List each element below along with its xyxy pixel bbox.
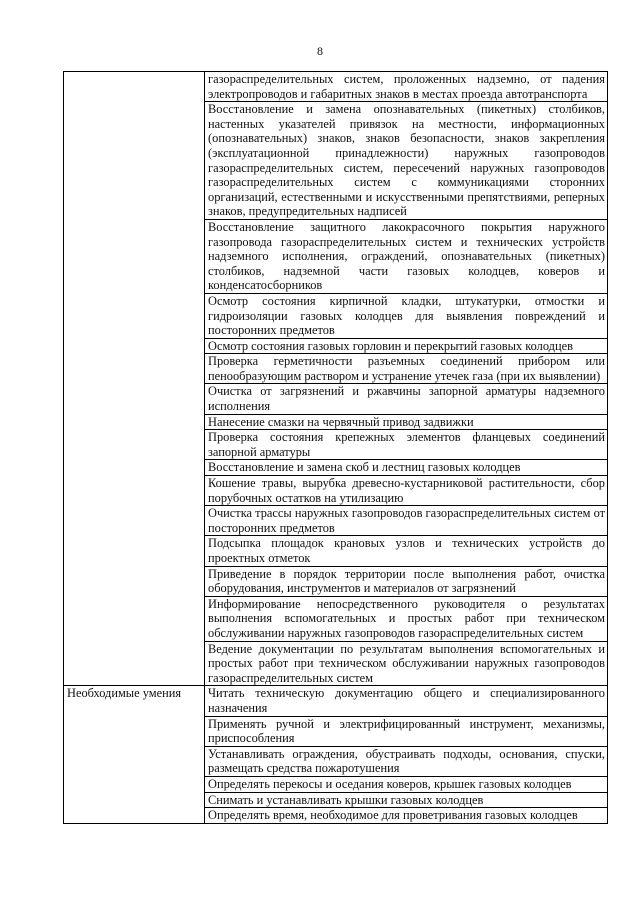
item-text-cell: Устанавливать ограждения, обустраивать подходы, основания, спуски, размещать средства пожаротушения bbox=[205, 746, 608, 776]
item-text-cell: Кошение травы, вырубка древесно-кустарниковой растительности, сбор порубочных остатков на утилизацию bbox=[205, 476, 608, 506]
item-text-cell: Определять перекосы и оседания коверов, крышек газовых колодцев bbox=[205, 776, 608, 792]
item-text-cell: Определять время, необходимое для проветривания газовых колодцев bbox=[205, 808, 608, 824]
page-number: 8 bbox=[317, 44, 323, 58]
item-text-cell: Восстановление и замена скоб и лестниц газовых колодцев bbox=[205, 460, 608, 476]
table-row bbox=[64, 72, 608, 102]
item-text-cell: Восстановление защитного лакокрасочного покрытия наружного газопровода газораспределительных систем и технических устройств надземного исполнения, ограждений, опознавательных (пикетных) столбиков, надземной части газовых колодцев, коверов и конденсатосборников bbox=[205, 219, 608, 293]
table-body bbox=[64, 72, 608, 824]
item-text-cell: Проверка герметичности разъемных соединений прибором или пенообразующим раствором и устранение утечек газа (при их выявлении) bbox=[205, 354, 608, 384]
item-text-cell: Осмотр состояния кирпичной кладки, штукатурки, отмостки и гидроизоляции газовых колодцев для выявления повреждений и посторонних предметов bbox=[205, 293, 608, 338]
item-text-cell: Снимать и устанавливать крышки газовых колодцев bbox=[205, 792, 608, 808]
item-text-cell: Ведение документации по результатам выполнения вспомогательных и простых работ при техническом обслуживании наружных газопроводов газораспределительных систем bbox=[205, 641, 608, 686]
item-text-cell: газораспределительных систем, проложенных надземно, от падения электропроводов и габаритных знаков в местах проезда автотранспорта bbox=[205, 72, 608, 102]
section-label-cell bbox=[64, 72, 205, 686]
section-label-cell: Необходимые умения bbox=[64, 686, 205, 823]
item-text-cell: Приведение в порядок территории после выполнения работ, очистка оборудования, инструментов и материалов от загрязнений bbox=[205, 566, 608, 596]
item-text-cell: Проверка состояния крепежных элементов фланцевых соединений запорной арматуры bbox=[205, 430, 608, 460]
item-text-cell: Читать техническую документацию общего и специализированного назначения bbox=[205, 686, 608, 716]
item-text-cell: Очистка трассы наружных газопроводов газораспределительных систем от посторонних предметов bbox=[205, 506, 608, 536]
item-text-cell: Восстановление и замена опознавательных (пикетных) столбиков, настенных указателей привязок на местности, информационных (опознавательных) знаков, знаков безопасности, знаков закрепления (эксплуатационной принадлежности) наружных газопроводов газораспределительных систем, пересечений наружных газопроводов газораспределительных систем с коммуникациями сторонних организаций, естественными и искусственными препятствиями, реперных знаков, предупредительных надписей bbox=[205, 102, 608, 220]
functions-table bbox=[63, 71, 608, 824]
item-text-cell: Очистка от загрязнений и ржавчины запорной арматуры надземного исполнения bbox=[205, 384, 608, 414]
item-text-cell: Подсыпка площадок крановых узлов и технических устройств до проектных отметок bbox=[205, 536, 608, 566]
item-text-cell: Осмотр состояния газовых горловин и перекрытий газовых колодцев bbox=[205, 338, 608, 354]
table-row bbox=[64, 686, 608, 716]
item-text-cell: Применять ручной и электрифицированный инструмент, механизмы, приспособления bbox=[205, 716, 608, 746]
item-text-cell: Нанесение смазки на червячный привод задвижки bbox=[205, 414, 608, 430]
item-text-cell: Информирование непосредственного руководителя о результатах выполнения вспомогательных и простых работ при техническом обслуживании наружных газопроводов газораспределительных систем bbox=[205, 596, 608, 641]
